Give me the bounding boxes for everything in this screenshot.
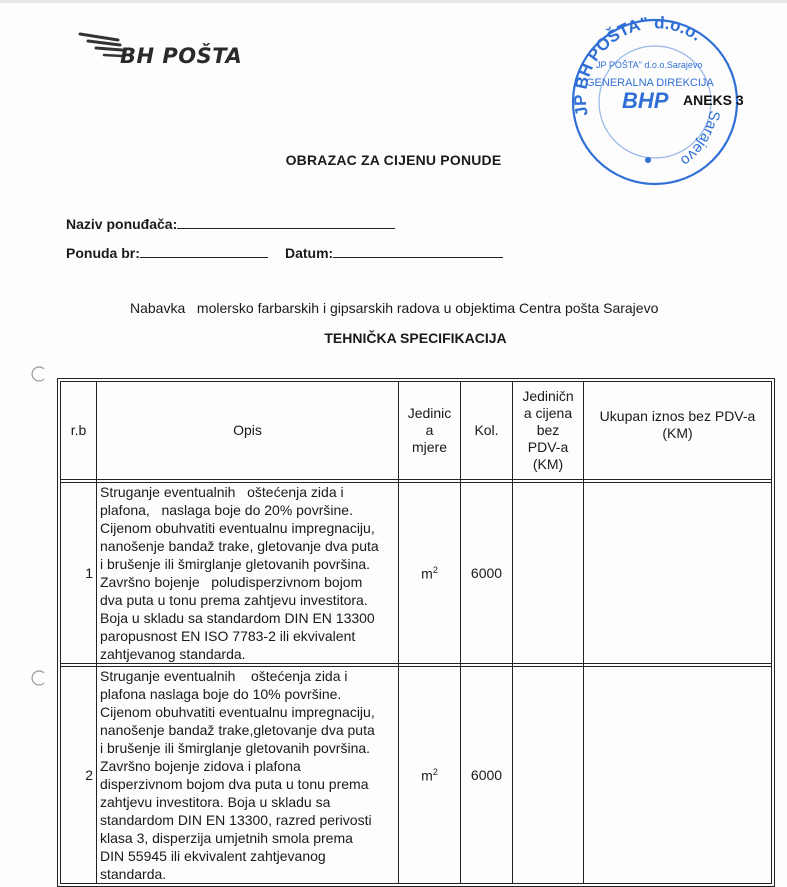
page-top-edge [0,0,787,3]
bidder-name-field[interactable] [66,214,395,232]
description-line: i brušenje ili šmirglanje gletovanih površina. [100,556,371,572]
description-line: nanošenje bandaž trake,gletovanje dva puta [100,722,375,738]
bidder-name-label: Naziv ponuđača: [66,216,178,232]
description-line: DIN 55945 ili ekvivalent zahtjevanog [100,848,326,864]
punch-hole-icon [30,366,46,382]
table-header-row [61,382,772,480]
row-quantity: 6000 [461,667,513,884]
bh-posta-logo [78,30,248,75]
offer-number-label: Ponuda br: [66,245,140,261]
row-total-cell[interactable] [584,667,772,884]
description-line: plafona naslaga boje do 10% površine. [100,686,342,702]
row-total-cell[interactable] [584,483,772,664]
description-line: standardom DIN EN 13300, razred perivosti [100,812,372,828]
description-line: Završno bojenje poludisperzivnom bojom [100,574,363,590]
offer-number-field[interactable] [66,243,268,261]
header-total: Ukupan iznos bez PDV-a (KM) [584,382,772,480]
logo-speed-lines-icon [78,30,126,70]
punch-hole-icon [30,670,46,686]
description-line: nanošenje bandaž trake, gletovanje dva puta [100,538,379,554]
logo-text: BH POŠTA [120,44,243,68]
offer-number-line[interactable] [140,243,268,258]
row-unit: $m^2$ [399,483,461,664]
annex-label: ANEKS 3 [683,92,744,108]
header-opis: Opis [97,382,399,480]
specification-table [57,378,775,887]
description-line: disperzivnom bojom dva puta u tonu prema [100,776,369,792]
bidder-name-line[interactable] [177,214,395,229]
header-unit: Jedinic a mjere [399,382,461,480]
row-description [97,483,399,664]
description-line: standarda. [100,866,167,882]
description-line: Cijenom obuhvatiti eventualnu impregnaciju, [100,704,375,720]
table-row [61,483,772,664]
description-line: klasa 3, disperzija umjetnih smola prema [100,830,353,846]
description-line: Struganje eventualnih oštećenja zida i [100,668,348,684]
header-unit-price: Jediničn a cijena bez PDV-a (KM) [513,382,584,480]
stamp-top-arc: JP BH POŠTA" d.o.o. [570,13,706,118]
spec-title: TEHNIČKA SPECIFIKACIJA [324,330,507,346]
table-row [61,667,772,884]
description-line: Završno bojenje zidova i plafona [100,758,301,774]
description-line: zahtjevu investitora. Boja u skladu sa [100,794,331,810]
date-field[interactable] [285,243,503,261]
stamp-line-2: GENERALNA DIREKCIJA [586,77,714,89]
date-line[interactable] [333,243,503,258]
row-unit: $m^2$ [399,667,461,884]
date-label: Datum: [285,245,334,261]
row-unit-price-cell[interactable] [513,483,584,664]
stamp-center: BHP [622,88,669,113]
description-line: i brušenje ili šmirglanje gletovanih površina. [100,740,371,756]
description-line: zahtjevanog standarda. [100,646,246,662]
description-line: Boja u skladu sa standardom DIN EN 13300 [100,610,375,626]
description-line: paropusnost EN ISO 7783-2 ili ekvivalent [100,628,356,644]
procurement-subject: Nabavka molersko farbarskih i gipsarskih radova u objektima Centra pošta Sarajevo [130,300,659,316]
stamp-line-1: JP POŠTA" d.o.o.Sarajevo [596,60,703,70]
row-number: 1 [61,483,97,664]
description-line: Struganje eventualnih oštećenja zida i [100,484,344,500]
description-line: plafona, naslaga boje do 20% površine. [100,502,353,518]
description-line: Cijenom obuhvatiti eventualnu impregnaciju, [100,520,375,536]
row-quantity: 6000 [461,483,513,664]
row-number: 2 [61,667,97,884]
stamp-bottom-arc: Sarajevo [677,109,723,170]
header-qty: Kol. [461,382,513,480]
header-rb: r.b [61,382,97,480]
row-description [97,667,399,884]
description-line: dva puta u tonu prema zahtjevu investitora. [100,592,368,608]
form-title: OBRAZAC ZA CIJENU PONUDE [285,152,502,168]
row-unit-price-cell[interactable] [513,667,584,884]
